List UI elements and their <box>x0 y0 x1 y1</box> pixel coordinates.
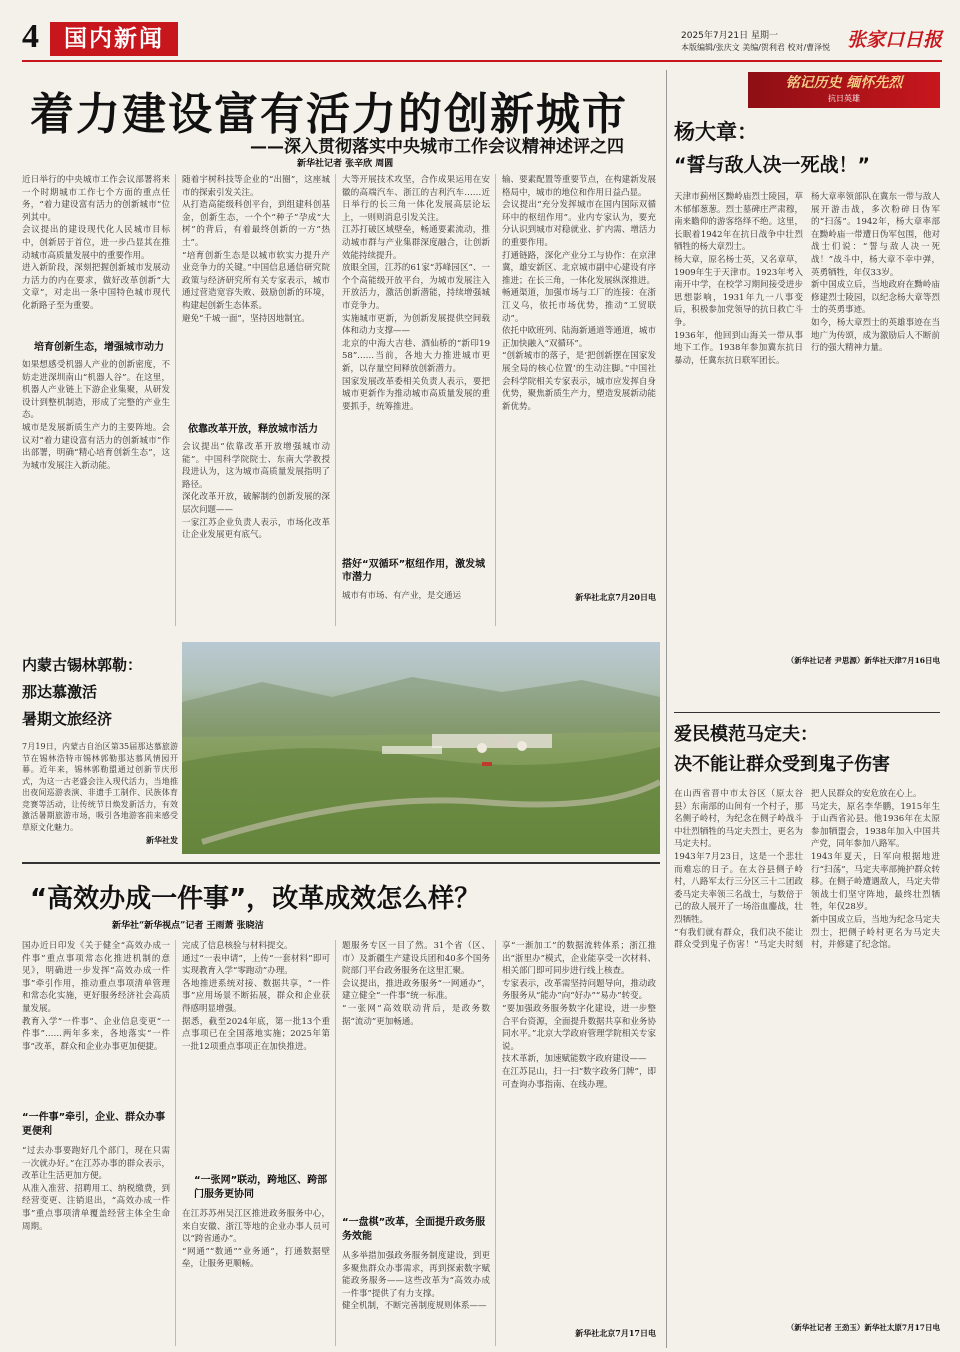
lead-col-1-subheading: 培育创新生态，增强城市动力 <box>34 342 164 353</box>
lead-story <box>22 70 660 635</box>
lead-col-3-text: 大等开展技术攻坚，合作成果运用在安徽的高端汽车、浙江的吉利汽车……近日举行的长三角一体化发展高层论坛上，一则则消息引发关注。 江苏打破区域壁垒，畅通要素流动，推动城市群与产业集群深度融合，让创新效能持续提升。 放眼全国，江苏的61家“苏峰园区”、一个个高能级开放平台，为城市发展注入开放活力，激活创新潜能，持续增强城市竞争力。 实施城市更新，为创新发展提供空间载体和动力支撑—— 北京的中海大吉巷、酒仙桥的“新印1958”……当前，各地大力推进城市更新，以存量空间释放创新潜力。 国家发展改革委相关负责人表示，要把城市更新作为推动城市高质量发展的重要抓手，统筹推进。 <box>342 175 490 412</box>
lead-subheadline: ——深入贯彻落实中央城市工作会议精神述评之四 <box>250 137 624 157</box>
hero-dateline: （新华社记者 尹思源）新华社天津7月16日电 <box>786 656 940 665</box>
hero-headline-2: “誓与敌人决一死战！” <box>674 154 870 176</box>
lead-col-2 <box>182 174 330 629</box>
policy-dateline: 新华社北京7月17日电 <box>575 1328 656 1338</box>
editors-line: 本版编辑/张庆文 美编/贺利君 校对/曹泽悦 <box>681 43 831 52</box>
right-column-divider <box>666 70 667 1348</box>
lead-divider-1 <box>175 174 176 626</box>
section-name: 国内新闻 <box>64 26 164 52</box>
policy-col-2-subheading: “一张网”联动，跨地区、跨部门服务更协同 <box>194 1175 328 1200</box>
policy-col-3 <box>342 940 490 1350</box>
hero-column-banner <box>748 72 940 108</box>
hero-story-2 <box>674 718 940 1348</box>
policy-col-3-text: 题服务专区一目了然。31个省（区、市）及新疆生产建设兵团和40多个国务院部门平台政务服务在这里汇聚。 会议提出，推进政务服务“一网通办”，建立健全“一件事”统一标准。 “一张网”高效联动背后，是政务数据“流动”更加畅通。 <box>342 941 490 1027</box>
date-line: 2025年7月21日 星期一 <box>681 31 778 41</box>
lead-col-4 <box>502 174 656 629</box>
policy-divider-3 <box>495 940 496 1346</box>
hero2-text: 在山西省晋中市太谷区（原太谷县）东南部的山间有一个村子，那名侧子岭村，为纪念在侧子岭战斗中壮烈牺牲的马定夫烈士，更名为马定夫村。 1943年7月23日，这是一个悲壮而难忘的日子。在太谷县侧子岭村，八路军太行三分区三十二团政委马定夫率领三名战士，与数倍于己的敌人展开了一场浴血鏖战，壮烈牺牲。 “有我们就有群众，我们决不能让群众受到鬼子伤害！”马定夫时刻把人民群众的安危放在心上。 马定夫，原名李华鹏，1915年生于山西省沁县。他1936年在太原参加牺盟会，1938年加入中国共产党，同年参加八路军。 1943年夏天，日军向根据地进行“扫荡”，马定夫率部掩护群众转移。在侧子岭遭遇敌人，马定夫带领战士们坚守阵地，最终壮烈牺牲，年仅28岁。 新中国成立后，当地为纪念马定夫烈士，把侧子岭村更名为马定夫村，并修建了纪念馆。 <box>674 789 940 951</box>
policy-col-2-text: 完成了信息核验与材料提交。 通过“一表申请”，上传“一套材料”即可实现教育入学“零跑动”办理。 各地推进系统对接、数据共享，“一件事”应用场景不断拓展，群众和企业获得感明显增强。 据悉，截至2024年底，第一批13个重点事项已在全国落地实施；2025年第一批12项重点事项正在加快推进。 <box>182 941 330 1052</box>
lead-byline: 新华社记者 张辛欣 周圆 <box>297 159 394 169</box>
photo-story <box>22 642 660 854</box>
lead-col-1-text: 近日举行的中央城市工作会议部署将来一个时期城市工作七个方面的重点任务，“着力建设富有活力的创新城市”位列其中。 会议提出的建设现代化人民城市目标中，创新居于首位，进一步凸显其在推动城市高质量发展中的重要作用。 进入新阶段，深刻把握创新城市发展动力活力的内在要求，做好改革创新“大文章”，对走出一条中国特色城市现代化新路子至为重要。 <box>22 175 170 311</box>
photo-text-panel <box>22 642 178 854</box>
photo-headline-2: 那达慕激活 <box>22 683 98 701</box>
lead-dateline: 新华社北京7月20日电 <box>575 592 656 602</box>
masthead <box>0 0 960 62</box>
photo-headline-1: 内蒙古锡林郭勒： <box>22 656 143 674</box>
hero2-headline-2: 决不能让群众受到鬼子伤害 <box>674 754 890 775</box>
policy-col-3-text-2: 从多举措加强政务服务制度建设，到更多聚焦群众办事需求，再到探索数字赋能政务服务——这些改革为“高效办成一件事”提供了有力支撑。 健全机制，不断完善制度规则体系—— <box>342 1251 490 1312</box>
lead-col-3 <box>342 174 490 629</box>
policy-headline: “高效办成一件事”，改革成效怎么样？ <box>30 884 481 914</box>
grassland-photo <box>182 642 660 854</box>
policy-divider-1 <box>175 940 176 1346</box>
hero-story <box>674 112 940 712</box>
hero-headline-1: 杨大章： <box>674 120 758 144</box>
lead-headline: 着力建设富有活力的创新城市 <box>30 89 628 140</box>
lead-col-2-text: 随着宇树科技等企业的“出圈”，这座城市的探索引发关注。 从打造高能级科创平台，到组建科创基金，创新生态，一个个“种子”孕成“大树”的背后，有着最终创新的一方“热土”。 “培育创新生态是以城市软实力提升产业竞争力的关键。”中国信息通信研究院政策与经济研究所有关专家表示，城市通过营造宽容失败、鼓励创新的环境，构建起创新生态体系。 避免“千城一面”，坚持因地制宜。 <box>182 175 330 324</box>
photo-credit: 新华社发 <box>146 835 178 845</box>
section-divider <box>22 862 660 864</box>
policy-col-1-subheading: “一件事”牵引，企业、群众办事更便利 <box>22 1112 166 1137</box>
lead-col-2-text-2: 会议提出“依靠改革开放增强城市动能”。中国科学院院士、东南大学教授段进认为，这为城市高质量发展指明了路径。 深化改革开放，破解制约创新发展的深层次问题—— 一家江苏企业负责人表示，市场化改革让企业发展更有底气。 <box>182 442 330 541</box>
policy-col-1-text-2: “过去办事要跑好几个部门，现在只需一次就办好。”在江苏办事的群众表示，改革让生活更加方便。 从准入准营、招聘用工、纳税缴费，到经营变更、注销退出，“高效办成一件事”重点事项清单覆盖经营主体全生命周期。 <box>22 1146 170 1232</box>
hero-divider <box>674 712 940 713</box>
lead-divider-2 <box>335 174 336 626</box>
policy-story <box>22 868 660 1352</box>
lead-col-1 <box>22 174 170 629</box>
hero2-dateline: （新华社记者 王劲玉）新华社太原7月17日电 <box>786 1323 940 1332</box>
lead-col-3-subheading: 搭好“双循环”枢纽作用，激发城市潜力 <box>342 559 486 583</box>
hero2-headline-1: 爱民模范马定夫： <box>674 724 818 745</box>
policy-col-2-text-2: 在江苏苏州吴江区推进政务服务中心，来自安徽、浙江等地的企业办事人员可以“跨省通办”。 “网通”“数通”“业务通”，打通数据壁垒，让服务更顺畅。 <box>182 1209 330 1270</box>
policy-col-1-text: 国办近日印发《关于健全“高效办成一件事”重点事项常态化推进机制的意见》，明确进一步发挥“高效办成一件事”牵引作用，推动重点事项清单管理和常态化实施，更好服务经济社会高质量发展。 教育入学“一件事”、企业信息变更“一件事”……两年多来，各地落实“一件事”改革，群众和企业办事更加便捷。 <box>22 941 170 1052</box>
hero-text: 天津市蓟州区黝岭庙烈士陵园，草木郁郁葱葱。烈士墓碑庄严肃穆，南来瞻仰的游客络绎不绝。这里，长眠着1942年在抗日战争中壮烈牺牲的杨大章烈士。 杨大章，原名杨士英，又名章草，1909年生于天津市。1923年考入南开中学，在校学习期间接受进步思想影响，1931年九一八事变后，积极参加党领导的抗日救亡斗争。 1936年，他回到山海关一带从事地下工作。1938年参加冀东抗日暴动，任冀东抗日联军团长。 杨大章率领部队在冀东一带与敌人展开游击战，多次粉碎日伪军的“扫荡”。1942年，杨大章率部在黝岭庙一带遭日伪军包围，他对战士们说：“誓与敌人决一死战！”战斗中，杨大章不幸中弹，英勇牺牲，年仅33岁。 新中国成立后，当地政府在黝岭庙修建烈士陵园，以纪念杨大章等烈士的英勇事迹。 如今，杨大章烈士的英雄事迹在当地广为传颂，成为激励后人不断前行的强大精神力量。 <box>674 192 940 366</box>
lead-col-3-text-2: 城市有市场、有产业，是交通运 <box>342 591 462 601</box>
policy-col-4-text: 享“一渐加工”的数据流转体系；浙江推出“浙里办”模式，企业能享受一次材料、相关部门即可同步进行线上核查。 专家表示，改革需坚持问题导向，推动政务服务从“能办”向“好办”“易办”转变。 “要加强政务服务数字化建设，进一步整合平台资源，全面提升数据共享和业务协同水平。”北京大学政府管理学院相关专家说。 技术革新，加速赋能数字政府建设—— 在江苏昆山，扫一扫“数字政务门牌”，即可查询办事指南、在线办理。 <box>502 941 656 1090</box>
policy-byline: 新华社“新华视点”记者 王雨萧 张晓洁 <box>112 921 264 931</box>
policy-col-4 <box>502 940 656 1350</box>
paper-logo: 张家口日报 <box>847 29 943 51</box>
lead-divider-3 <box>495 174 496 626</box>
policy-divider-2 <box>335 940 336 1346</box>
masthead-rule <box>22 60 942 62</box>
section-name-badge <box>50 22 178 56</box>
policy-col-2 <box>182 940 330 1350</box>
hero-banner-sub: 抗日英雄 <box>828 94 860 103</box>
lead-col-2-subheading: 依靠改革开放，释放城市活力 <box>188 424 318 435</box>
lead-col-4-text: 输、要素配置等重要节点，在构建新发展格局中，城市的地位和作用日益凸显。 会议提出“充分发挥城市在国内国际双循环中的枢纽作用”。业内专家认为，要充分认识到城市对稳就业、扩内需、增活力的重要作用。 打通链路，深化产业分工与协作：在京津冀，雄安新区、北京城市副中心建设有序推进；在长三角，一体化发展纵深推进。 畅通渠道，加强市场与工厂的连接：在浙江义乌，依托市场优势，推动“工贸联动”。 依托中欧班列、陆海新通道等通道，城市正加快融入“双循环”。 “创新城市的落子，是‘把创新摆在国家发展全局的核心位置’的生动注脚。”中国社会科学院相关专家表示，城市应发挥自身优势，聚焦新质生产力，塑造发展新动能新优势。 <box>502 175 656 412</box>
policy-col-1 <box>22 940 170 1350</box>
photo-caption: 7月19日，内蒙古自治区第35届那达慕旅游节在锡林浩特市锡林郭勒那达慕风情园开幕。近年来，锡林郭勒盟通过创新节庆形式，为这一古老盛会注入现代活力，当地推出夜间巡游表演、非遗手工制作、民族体育竞赛等活动，让传统节日焕发新活力，有效激活暑期旅游市场，吸引各地游客前来感受草原文化魅力。 <box>22 742 178 831</box>
photo-headline-3: 暑期文旅经济 <box>22 710 113 728</box>
hero-banner-title: 铭记历史 缅怀先烈 <box>785 75 903 91</box>
policy-col-3-subheading: “一盘棋”改革，全面提升政务服务效能 <box>342 1217 486 1242</box>
page-number: 4 <box>22 18 39 55</box>
lead-col-1-text-2: 如果想感受机器人产业的创新密度，不妨走进深圳南山“机器人谷”。在这里，机器人产业链上下游企业集聚，从研发设计到整机制造，形成了完整的产业生态。 城市是发展新质生产力的主要阵地。会议对“着力建设富有活力的创新城市”作出部署，明确“精心培育创新生态”，这为城市发展注入新动能。 <box>22 360 170 471</box>
